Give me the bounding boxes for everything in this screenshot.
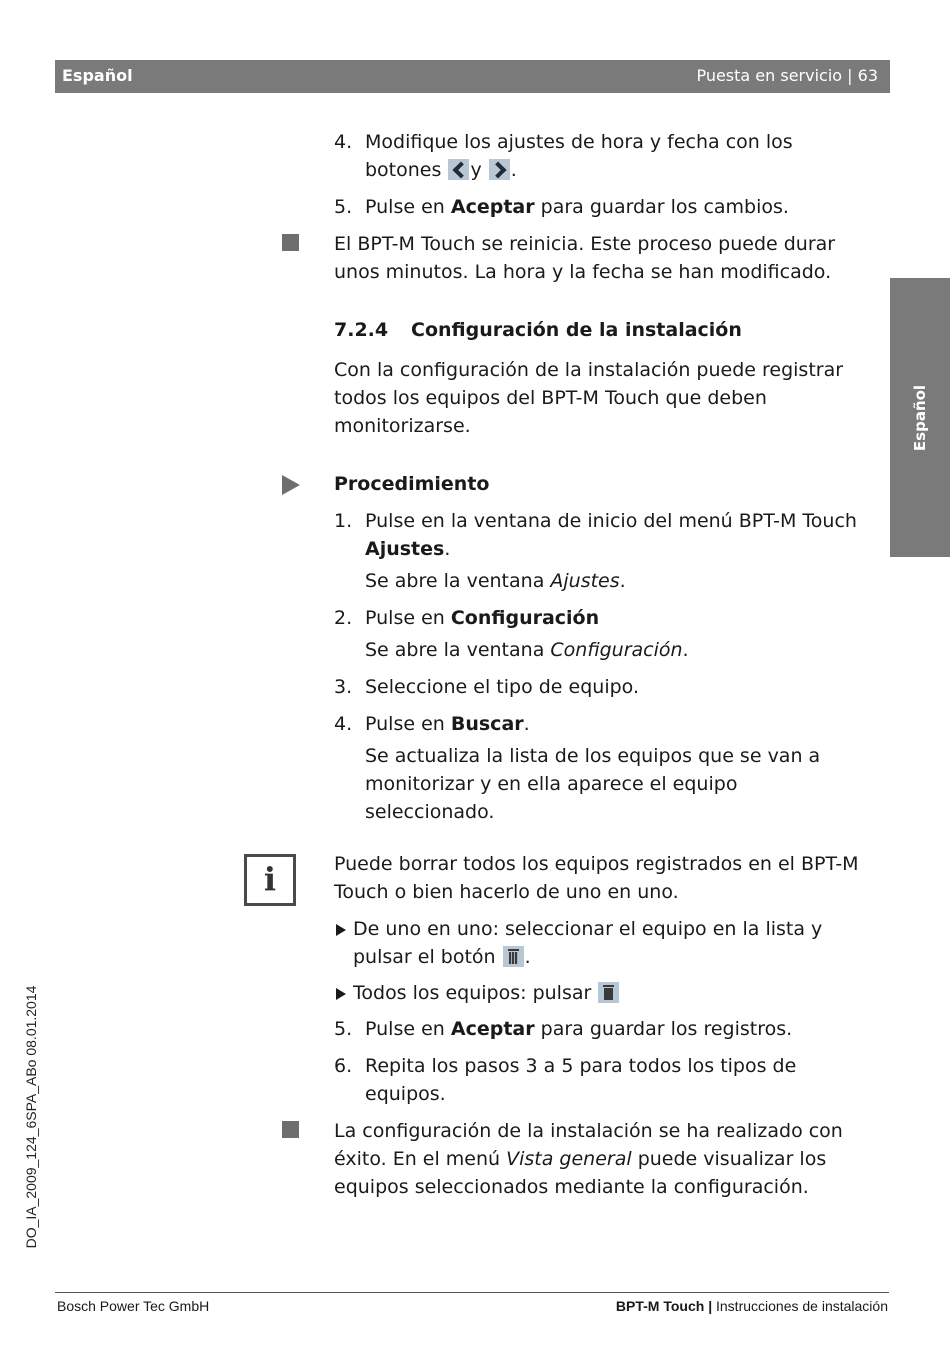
page-header xyxy=(55,60,890,93)
info-icon-letter: i xyxy=(263,860,277,898)
result-italic: Vista general xyxy=(506,1148,632,1170)
step-number: 6. xyxy=(334,1055,353,1077)
document-code: DO_IA_2009_124_6SPA_ABo 08.01.2014 xyxy=(23,985,39,1249)
step-keyword: Ajustes xyxy=(365,538,445,560)
bullet-end: . xyxy=(524,946,531,968)
step-text: Pulse en xyxy=(365,607,445,629)
step-text: Pulse en xyxy=(365,196,445,218)
procedure-step-1 xyxy=(334,507,859,563)
page-content xyxy=(263,128,859,1210)
procedure-step-1-result xyxy=(334,567,859,595)
result-square-icon xyxy=(282,1121,299,1138)
procedure-title: Procedimiento xyxy=(334,473,490,495)
footer-product-name: BPT-M Touch | xyxy=(615,1298,713,1314)
section-number: 7.2.4 xyxy=(334,319,389,341)
step-number: 5. xyxy=(334,196,353,218)
step-number: 5. xyxy=(334,1018,353,1040)
step-4-time-date xyxy=(334,128,859,184)
step-5-accept-changes xyxy=(334,193,859,221)
result-square-icon xyxy=(282,234,299,251)
arrow-right-button-icon xyxy=(489,159,510,180)
footer-doc-type: Instrucciones de instalación xyxy=(716,1298,888,1314)
section-title: Configuración de la instalación xyxy=(411,319,742,341)
header-section-page: Puesta en servicio | 63 xyxy=(696,66,878,85)
step-text: Pulse en la ventana de inicio del menú BPT-M Touch xyxy=(365,510,857,532)
procedure-heading xyxy=(334,470,859,498)
bullet-text: Todos los equipos: pulsar xyxy=(353,982,592,1004)
step-number: 3. xyxy=(334,676,353,698)
section-heading xyxy=(334,316,859,344)
language-side-tab xyxy=(890,278,950,557)
step-conjunction: y xyxy=(470,159,482,181)
result-text: La configuración de la instalación se ha realizado con éxito. En el menú xyxy=(334,1120,843,1170)
step-text: Pulse en xyxy=(365,1018,445,1040)
step-text: para guardar los registros. xyxy=(540,1018,793,1040)
info-text: Puede borrar todos los equipos registrados en el BPT-M Touch o bien hacerlo de uno en uno. xyxy=(334,853,859,903)
procedure-triangle-icon xyxy=(282,475,300,495)
arrow-left-button-icon xyxy=(448,159,469,180)
result-text: puede visualizar los equipos seleccionados mediante la configuración. xyxy=(334,1148,827,1198)
procedure-step-4 xyxy=(334,710,859,738)
step-number: 2. xyxy=(334,607,353,629)
sub-italic: Configuración xyxy=(550,639,683,661)
step-text: Modifique los ajustes de hora y fecha con los botones xyxy=(365,131,793,181)
final-step-5 xyxy=(334,1015,859,1043)
step-keyword: Aceptar xyxy=(450,1018,535,1040)
section-intro: Con la configuración de la instalación puede registrar todos los equipos del BPT-M Touch que deben monitorizarse. xyxy=(334,359,844,437)
step-number: 1. xyxy=(334,510,353,532)
result-configuration-done xyxy=(334,1117,859,1201)
step-text: Repita los pasos 3 a 5 para todos los tipos de equipos. xyxy=(365,1055,797,1105)
result-restart xyxy=(334,230,859,286)
sub-text: Se abre la ventana xyxy=(365,639,545,661)
footer-divider xyxy=(55,1292,889,1293)
sub-text: Se abre la ventana xyxy=(365,570,545,592)
delete-all-button-icon xyxy=(598,982,619,1003)
info-note xyxy=(263,850,859,906)
step-keyword: Configuración xyxy=(450,607,600,629)
header-language: Español xyxy=(62,66,133,85)
bullet-text: De uno en uno: seleccionar el equipo en la lista y pulsar el botón xyxy=(353,918,823,968)
step-end: . xyxy=(510,159,517,181)
procedure-step-4-result: Se actualiza la lista de los equipos que se van a monitorizar y en ella aparece el equipo seleccionado. xyxy=(365,745,821,823)
side-tab-label: Español xyxy=(911,384,929,451)
bullet-arrow-icon xyxy=(336,924,346,936)
footer-product xyxy=(616,1298,888,1314)
footer-company: Bosch Power Tec GmbH xyxy=(57,1298,210,1314)
info-bullet-single xyxy=(334,915,859,971)
result-text: El BPT-M Touch se reinicia. Este proceso puede durar unos minutos. La hora y la fecha se han modificado. xyxy=(334,233,836,283)
step-number: 4. xyxy=(334,713,353,735)
step-number: 4. xyxy=(334,131,353,153)
sub-text: . xyxy=(619,570,626,592)
procedure-step-2 xyxy=(334,604,859,632)
sub-italic: Ajustes xyxy=(550,570,620,592)
step-text: para guardar los cambios. xyxy=(540,196,789,218)
info-bullet-all xyxy=(334,979,859,1007)
bullet-arrow-icon xyxy=(336,988,346,1000)
procedure-step-2-result xyxy=(334,636,859,664)
final-step-6 xyxy=(334,1052,859,1108)
delete-selected-button-icon xyxy=(503,946,524,967)
step-text: Pulse en xyxy=(365,713,445,735)
step-keyword: Aceptar xyxy=(450,196,535,218)
procedure-step-3 xyxy=(334,673,859,701)
step-text: . xyxy=(444,538,451,560)
sub-text: . xyxy=(682,639,689,661)
info-icon xyxy=(244,854,296,906)
step-keyword: Buscar xyxy=(450,713,524,735)
step-text: Seleccione el tipo de equipo. xyxy=(365,676,639,698)
step-text: . xyxy=(523,713,530,735)
